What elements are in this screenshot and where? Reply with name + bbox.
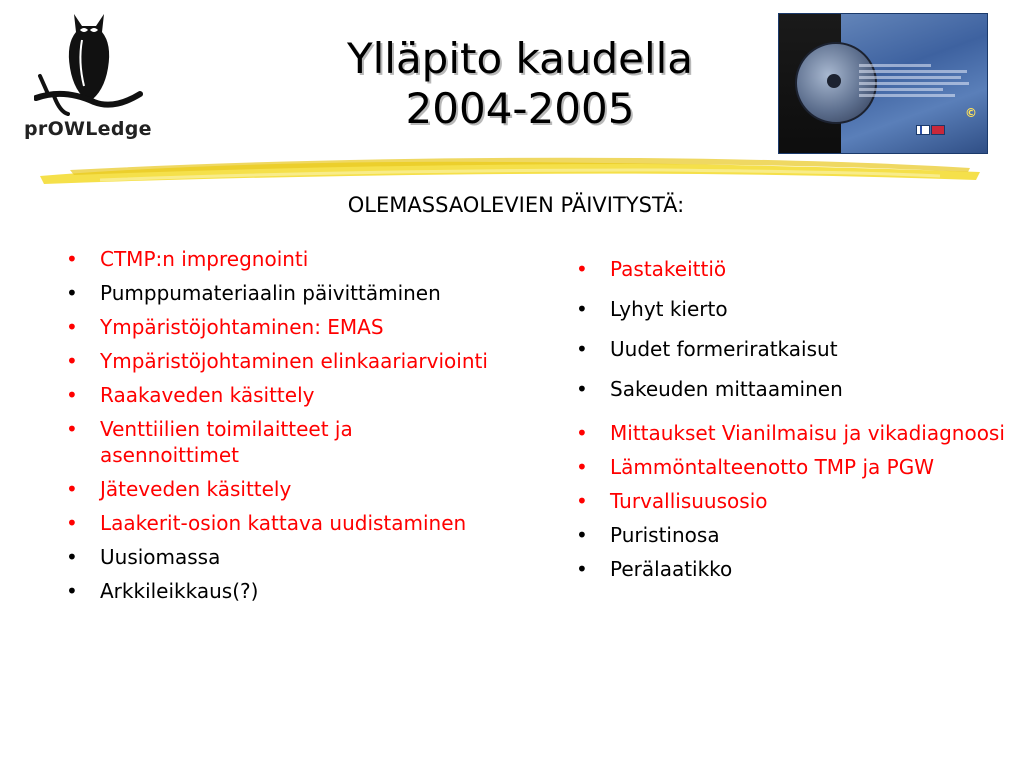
cd-hole: [827, 74, 841, 88]
list-item: [58, 348, 498, 374]
logo-text: prOWLedge: [24, 118, 152, 140]
list-item-text: Laakerit-osion kattava uudistaminen: [100, 511, 467, 535]
bullet: •: [576, 257, 588, 281]
list-item-text: Ympäristöjohtaminen elinkaariarviointi: [100, 349, 488, 373]
title-line-2: 2004-2005: [405, 84, 635, 133]
list-item-text: Uusiomassa: [100, 545, 221, 569]
finnish-flag-icon: [916, 125, 930, 135]
bullet: •: [66, 477, 78, 501]
list-item: [58, 246, 498, 272]
bullet: •: [576, 523, 588, 547]
list-item: [58, 416, 498, 468]
list-item: [58, 544, 498, 570]
bullet: •: [576, 297, 588, 321]
bullet: •: [576, 421, 588, 445]
knowpap-banner: [778, 13, 988, 154]
section-subtitle: OLEMASSAOLEVIEN PÄIVITYSTÄ:: [347, 193, 685, 217]
right-bullet-list: [568, 256, 1008, 590]
list-item: [58, 314, 498, 340]
bullet: •: [66, 417, 78, 441]
bullet: •: [576, 557, 588, 581]
list-item: [58, 578, 498, 604]
banner-text-lines: [859, 64, 979, 100]
bullet: •: [66, 545, 78, 569]
list-item: [58, 382, 498, 408]
bullet: •: [576, 377, 588, 401]
bullet: •: [66, 511, 78, 535]
list-item-text: Lyhyt kierto: [610, 297, 728, 321]
list-item: [568, 376, 1008, 402]
list-item-text: Ympäristöjohtaminen: EMAS: [100, 315, 384, 339]
copyright-icon: ©: [965, 106, 977, 120]
yellow-swoosh-divider: [40, 150, 980, 186]
list-item: [58, 280, 498, 306]
list-item: [568, 296, 1008, 322]
bullet: •: [576, 337, 588, 361]
list-item-text: Lämmöntalteenotto TMP ja PGW: [610, 455, 934, 479]
english-flag-icon: [931, 125, 945, 135]
list-item-text: Venttiilien toimilaitteet ja asennoittimet: [100, 417, 353, 467]
owl-icon: [34, 6, 144, 118]
list-item-text: Raakaveden käsittely: [100, 383, 315, 407]
bullet: •: [66, 247, 78, 271]
bullet: •: [66, 281, 78, 305]
left-bullet-list: [58, 246, 498, 604]
list-item-text: Pumppumateriaalin päivittäminen: [100, 281, 441, 305]
list-item-text: Arkkileikkaus(?): [100, 579, 259, 603]
list-item: [58, 476, 498, 502]
list-item-text: Sakeuden mittaaminen: [610, 377, 843, 401]
prowledge-logo: [22, 6, 162, 146]
list-item: [568, 454, 1008, 480]
list-item: [58, 510, 498, 536]
list-item: [568, 522, 1008, 548]
list-item-text: Pastakeittiö: [610, 257, 727, 281]
list-item-text: Jäteveden käsittely: [100, 477, 292, 501]
list-item-text: Turvallisuusosio: [610, 489, 768, 513]
list-item-text: Mittaukset Vianilmaisu ja vikadiagnoosi: [610, 421, 1005, 445]
list-item: [568, 416, 1008, 450]
list-item: [568, 256, 1008, 282]
list-item: [568, 336, 1008, 362]
list-item-text: Uudet formeriratkaisut: [610, 337, 838, 361]
list-item: [568, 488, 1008, 514]
list-item: [568, 556, 1008, 582]
list-item-text: Puristinosa: [610, 523, 720, 547]
bullet: •: [576, 489, 588, 513]
bullet: •: [66, 315, 78, 339]
bullet: •: [66, 383, 78, 407]
bullet: •: [66, 349, 78, 373]
list-item-text: Perälaatikko: [610, 557, 733, 581]
list-item-text: CTMP:n impregnointi: [100, 247, 309, 271]
bullet: •: [66, 579, 78, 603]
title-line-1: Ylläpito kaudella: [346, 34, 694, 83]
slide-title: [240, 34, 800, 134]
bullet: •: [576, 455, 588, 479]
